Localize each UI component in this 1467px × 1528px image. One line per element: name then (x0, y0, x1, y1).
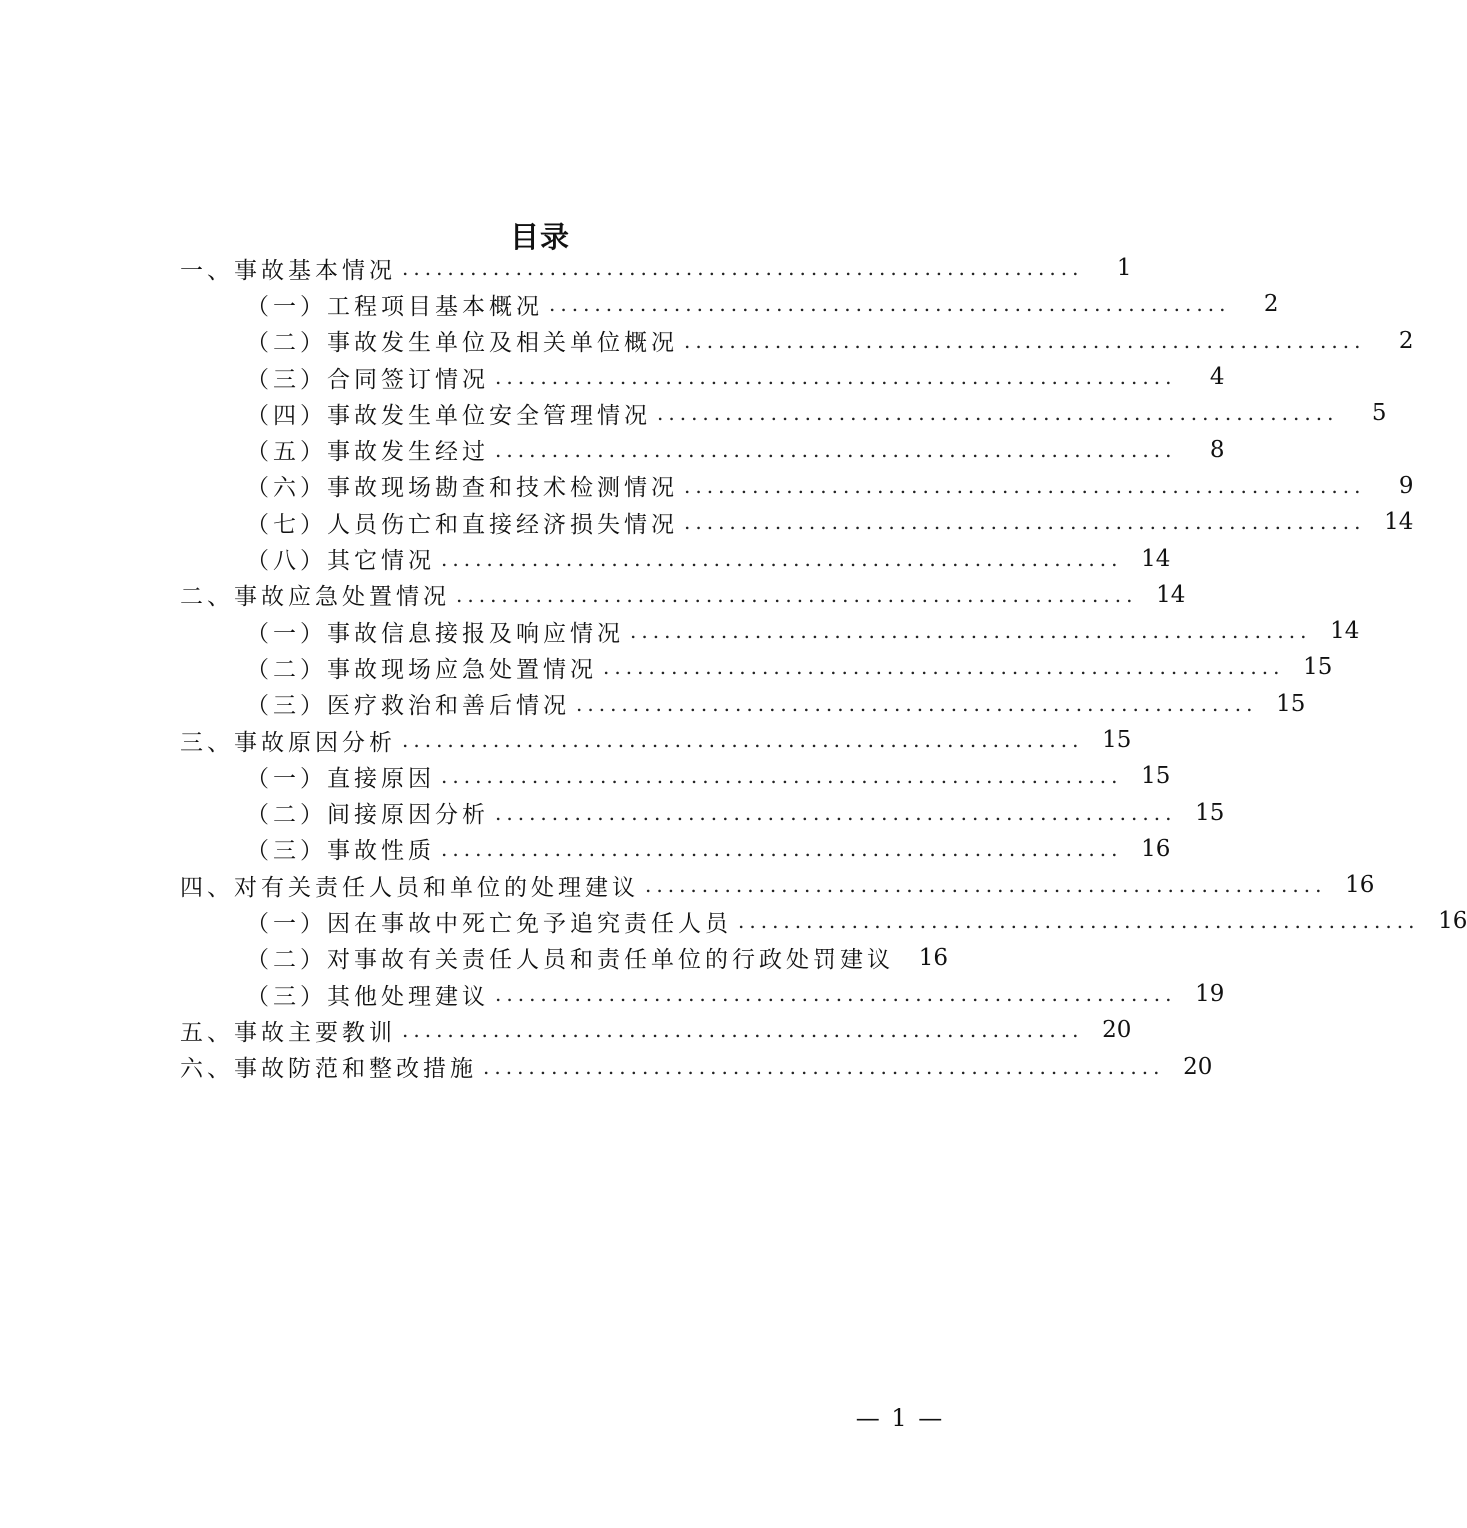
toc-subsection-entry[interactable] (0, 831, 1171, 867)
toc-dot-leader: ............................................................ (441, 546, 1123, 571)
toc-entry-label: 一、事故基本情况 (180, 252, 396, 285)
toc-page-number: 20 (1183, 1053, 1213, 1080)
toc-subsection-entry[interactable] (0, 758, 1171, 794)
toc-page-number: 16 (1141, 835, 1171, 862)
toc-dot-leader: ............................................................ (684, 510, 1366, 535)
toc-subsection-entry[interactable] (0, 504, 1414, 540)
toc-subsection-entry[interactable] (0, 359, 1225, 395)
toc-subsection-entry[interactable] (0, 976, 1225, 1012)
toc-entry-label: （二）事故现场应急处置情况 (246, 651, 597, 684)
toc-dot-leader: ............................................................ (441, 836, 1123, 861)
toc-page-number: 2 (1398, 327, 1414, 354)
toc-dot-leader: ............................................................ (483, 1054, 1165, 1079)
toc-page-number: 1 (1116, 255, 1132, 282)
toc-page-number: 19 (1195, 981, 1225, 1008)
toc-page-number: 8 (1209, 436, 1225, 463)
toc-page-number: 14 (1156, 581, 1186, 608)
toc-entry-label: 五、事故主要教训 (180, 1014, 396, 1047)
toc-page-number: 9 (1398, 472, 1414, 499)
toc-page-number: 16 (1345, 872, 1375, 899)
toc-dot-leader: ............................................................ (630, 619, 1312, 644)
toc-entry-label: 四、对有关责任人员和单位的处理建议 (180, 869, 639, 902)
toc-page-number: 2 (1263, 291, 1279, 318)
toc-section-entry[interactable] (0, 1049, 1213, 1085)
toc-page-number: 16 (918, 944, 948, 971)
toc-entry-label: （五）事故发生经过 (246, 433, 489, 466)
toc-page-number: 16 (1438, 908, 1467, 935)
toc-dot-leader: ............................................................ (495, 982, 1177, 1007)
toc-dot-leader: ............................................................ (603, 655, 1285, 680)
toc-page-number: 15 (1276, 690, 1306, 717)
toc-entry-label: （八）其它情况 (246, 542, 435, 575)
toc-subsection-entry[interactable] (0, 286, 1279, 322)
toc-page-number: 15 (1195, 799, 1225, 826)
toc-dot-leader: ............................................................ (441, 764, 1123, 789)
toc-subsection-entry[interactable] (0, 903, 1467, 939)
toc-entry-label: （三）其他处理建议 (246, 978, 489, 1011)
toc-title: 目录 (509, 220, 570, 255)
toc-page-number: 14 (1330, 618, 1360, 645)
toc-dot-leader: ............................................................ (684, 328, 1366, 353)
toc-page-number: 15 (1303, 654, 1333, 681)
toc-entry-label: 六、事故防范和整改措施 (180, 1050, 477, 1083)
toc-subsection-entry[interactable] (0, 431, 1225, 467)
page-number-footer: — 1 — (855, 1404, 945, 1432)
toc-subsection-entry[interactable] (0, 468, 1414, 504)
toc-entry-label: （四）事故发生单位安全管理情况 (246, 397, 651, 430)
toc-entry-label: 三、事故原因分析 (180, 724, 396, 757)
toc-dot-leader: ............................................................ (657, 401, 1339, 426)
toc-page-number: 5 (1371, 400, 1387, 427)
toc-entry-label: （二）对事故有关责任人员和责任单位的行政处罚建议 (246, 941, 894, 974)
toc-entry-label: （二）事故发生单位及相关单位概况 (246, 324, 678, 357)
toc-page-number: 15 (1102, 727, 1132, 753)
toc-section-entry[interactable] (0, 250, 1132, 286)
toc-page-number: 14 (1141, 545, 1171, 572)
toc-entry-label: （一）因在事故中死亡免予追究责任人员 (246, 905, 732, 938)
toc-entry-label: （三）事故性质 (246, 832, 435, 865)
toc-dot-leader: ............................................................ (576, 691, 1258, 716)
toc-entry-label: （六）事故现场勘查和技术检测情况 (246, 469, 678, 502)
toc-page-number: 14 (1384, 509, 1414, 536)
toc-dot-leader: ............................................................ (549, 292, 1231, 317)
toc-entry-label: 二、事故应急处置情况 (180, 578, 450, 611)
toc-section-entry[interactable] (0, 577, 1186, 613)
toc-dot-leader: ............................................................ (495, 437, 1177, 462)
toc-entry-label: （一）工程项目基本概况 (246, 288, 543, 321)
toc-page-number: 15 (1141, 763, 1171, 790)
toc-entry-label: （三）合同签订情况 (246, 361, 489, 394)
toc-dot-leader: ............................................................ (402, 1018, 1084, 1043)
toc-entry-label: （一）直接原因 (246, 760, 435, 793)
toc-subsection-entry[interactable] (0, 323, 1414, 359)
toc-dot-leader: ............................................................ (495, 800, 1177, 825)
toc-page-number: 20 (1102, 1017, 1132, 1044)
toc-section-entry[interactable] (0, 722, 1132, 758)
toc-dot-leader: ............................................................ (684, 473, 1366, 498)
toc-entry-label: （一）事故信息接报及响应情况 (246, 615, 624, 648)
toc-entry-label: （二）间接原因分析 (246, 796, 489, 829)
toc-list (0, 250, 1467, 1085)
toc-dot-leader: ............................................................ (738, 909, 1420, 934)
toc-subsection-entry[interactable] (0, 649, 1333, 685)
toc-page-number: 4 (1209, 364, 1225, 391)
toc-dot-leader: ............................................................ (402, 728, 1084, 752)
toc-section-entry[interactable] (0, 1012, 1132, 1048)
toc-subsection-entry[interactable] (0, 395, 1387, 431)
toc-subsection-entry[interactable] (0, 794, 1225, 830)
toc-dot-leader: ............................................................ (495, 365, 1177, 390)
toc-subsection-entry[interactable] (0, 613, 1360, 649)
toc-dot-leader: ............................................................ (645, 873, 1327, 898)
toc-section-entry[interactable] (0, 867, 1375, 903)
toc-dot-leader: ............................................................ (456, 582, 1138, 607)
toc-subsection-entry[interactable] (0, 540, 1171, 576)
toc-dot-leader: ............................................................ (402, 256, 1084, 281)
toc-subsection-entry[interactable] (0, 686, 1306, 722)
toc-subsection-entry[interactable] (0, 940, 1080, 976)
toc-entry-label: （三）医疗救治和善后情况 (246, 687, 570, 720)
toc-entry-label: （七）人员伤亡和直接经济损失情况 (246, 506, 678, 539)
